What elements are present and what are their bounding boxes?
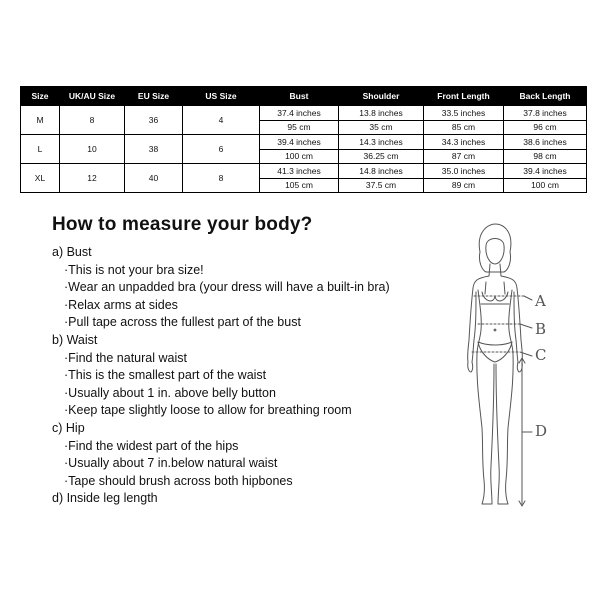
- cell-bust: [260, 164, 339, 193]
- cell-bust: [260, 135, 339, 164]
- cell-back-length: [504, 106, 587, 135]
- bust-cm: 95 cm: [287, 122, 311, 133]
- bust-cm: 100 cm: [285, 151, 313, 162]
- front-length-cm: 89 cm: [451, 180, 476, 191]
- header-uk-au-size: UK/AU Size: [60, 87, 125, 106]
- shoulder-inches: 13.8 inches: [339, 106, 423, 121]
- section-inside-leg-label: d) Inside leg length: [52, 491, 158, 506]
- cell-bust: [260, 106, 339, 135]
- cell-back-length: [504, 164, 587, 193]
- shoulder-cm: 35 cm: [369, 122, 393, 133]
- cell-uk-au: 12: [60, 164, 125, 193]
- shoulder-inches: 14.8 inches: [339, 164, 423, 179]
- guide-title: How to measure your body?: [52, 214, 313, 235]
- size-chart-table: [20, 86, 587, 193]
- hip-tip: ·Usually about 7 in.below natural waist: [64, 456, 278, 471]
- cell-size: L: [21, 135, 60, 164]
- waist-tip: ·Find the natural waist: [64, 350, 187, 365]
- header-bust: Bust: [260, 87, 339, 106]
- front-length-inches: 34.3 inches: [424, 135, 503, 150]
- shoulder-cm: 37.5 cm: [365, 180, 397, 191]
- waist-tip: ·Keep tape slightly loose to allow for breathing room: [64, 403, 352, 418]
- shoulder-cm: 36.25 cm: [363, 151, 399, 162]
- cell-back-length: [504, 135, 587, 164]
- cell-uk-au: 8: [60, 106, 125, 135]
- section-waist-label: b) Waist: [52, 332, 98, 347]
- hip-tip: ·Find the widest part of the hips: [64, 438, 239, 453]
- bust-inches: 39.4 inches: [260, 135, 338, 150]
- header-shoulder: Shoulder: [339, 87, 424, 106]
- header-us-size: US Size: [183, 87, 260, 106]
- hip-tip: ·Tape should brush across both hipbones: [64, 473, 293, 488]
- section-hip-label: c) Hip: [52, 420, 85, 435]
- back-length-inches: 37.8 inches: [504, 106, 586, 121]
- header-size: Size: [21, 87, 60, 106]
- back-length-inches: 39.4 inches: [504, 164, 586, 179]
- cell-eu: 40: [125, 164, 183, 193]
- waist-tip: ·This is the smallest part of the waist: [64, 368, 267, 383]
- waist-tip: ·Usually about 1 in. above belly button: [64, 385, 276, 400]
- figure-label-c: C: [535, 346, 547, 364]
- cell-eu: 38: [125, 135, 183, 164]
- cell-us: 8: [183, 164, 260, 193]
- section-bust-label: a) Bust: [52, 245, 92, 259]
- cell-size: XL: [21, 164, 60, 193]
- front-length-inches: 35.0 inches: [424, 164, 503, 179]
- bust-tip: ·This is not your bra size!: [64, 262, 204, 277]
- cell-shoulder: [339, 106, 424, 135]
- body-measurement-figure: [440, 222, 560, 512]
- back-length-cm: 98 cm: [533, 151, 557, 162]
- shoulder-inches: 14.3 inches: [339, 135, 423, 150]
- figure-label-a: A: [535, 292, 546, 310]
- table-row: [21, 106, 587, 135]
- front-length-inches: 33.5 inches: [424, 106, 503, 121]
- cell-eu: 36: [125, 106, 183, 135]
- figure-label-d: D: [535, 422, 548, 440]
- cell-size: M: [21, 106, 60, 135]
- bust-inches: 41.3 inches: [260, 164, 338, 179]
- bust-inches: 37.4 inches: [260, 106, 338, 121]
- woman-body-outline-icon: [440, 222, 560, 512]
- header-back-length: Back Length: [504, 87, 587, 106]
- measurement-guide: [52, 244, 452, 508]
- figure-label-b: B: [535, 320, 547, 338]
- bust-tip: ·Relax arms at sides: [64, 297, 178, 312]
- table-row: [21, 135, 587, 164]
- back-length-inches: 38.6 inches: [504, 135, 586, 150]
- back-length-cm: 96 cm: [533, 122, 557, 133]
- cell-shoulder: [339, 135, 424, 164]
- front-length-cm: 85 cm: [451, 122, 476, 133]
- cell-us: 6: [183, 135, 260, 164]
- table-header-row: [21, 87, 587, 106]
- header-eu-size: EU Size: [125, 87, 183, 106]
- cell-shoulder: [339, 164, 424, 193]
- cell-front-length: [424, 106, 504, 135]
- header-front-length: Front Length: [424, 87, 504, 106]
- bust-cm: 105 cm: [285, 180, 313, 191]
- cell-front-length: [424, 164, 504, 193]
- front-length-cm: 87 cm: [451, 151, 476, 162]
- cell-us: 4: [183, 106, 260, 135]
- back-length-cm: 100 cm: [531, 180, 559, 191]
- cell-front-length: [424, 135, 504, 164]
- table-row: [21, 164, 587, 193]
- bust-tip: ·Pull tape across the fullest part of the bust: [64, 315, 301, 330]
- cell-uk-au: 10: [60, 135, 125, 164]
- bust-tip: ·Wear an unpadded bra (your dress will have a built-in bra): [64, 280, 390, 295]
